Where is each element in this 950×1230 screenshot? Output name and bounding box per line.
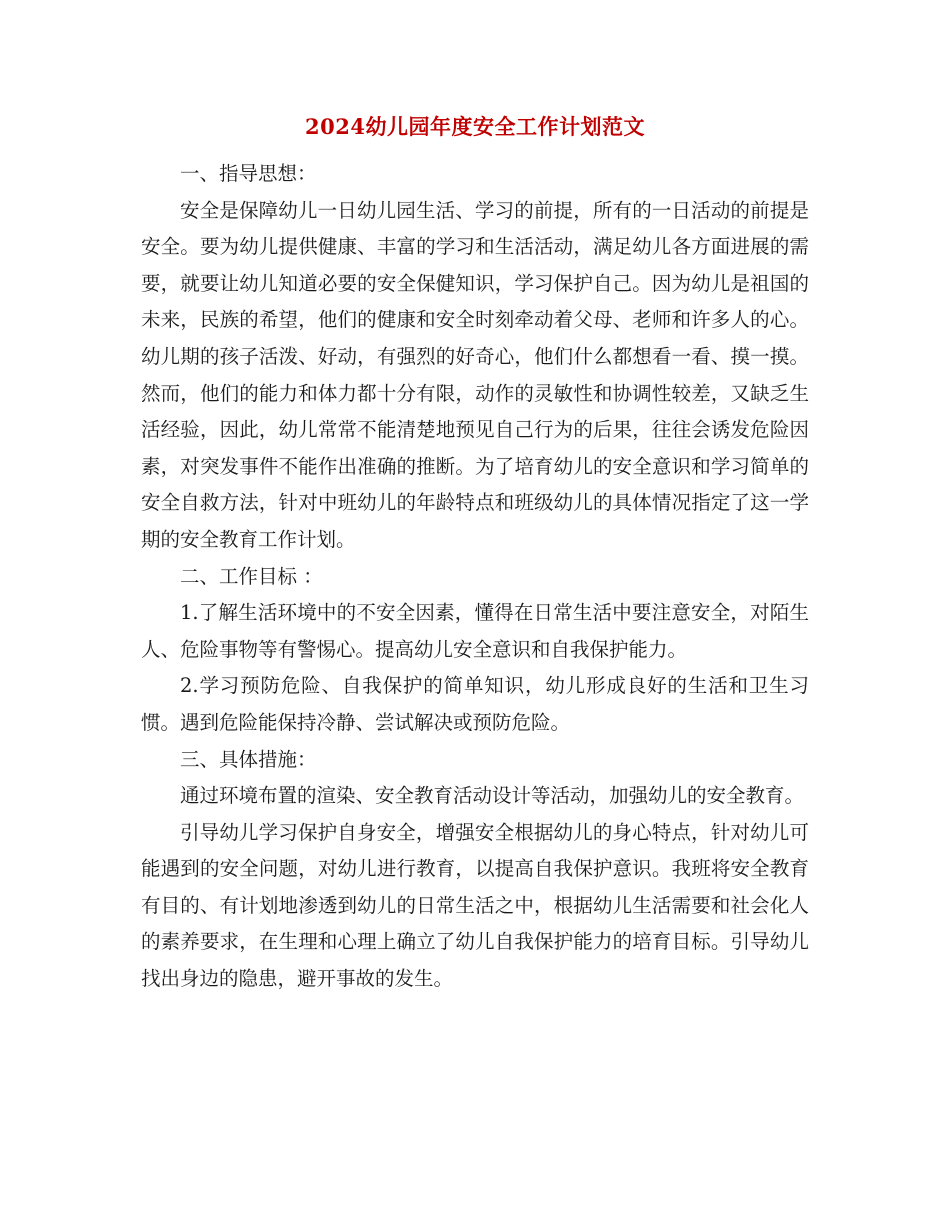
paragraph-goal-1: 1.了解生活环境中的不安全因素，懂得在日常生活中要注意安全，对陌生人、危险事物等有警惕心。提高幼儿安全意识和自我保护能力。 bbox=[141, 601, 809, 661]
paragraph-guiding-thought: 安全是保障幼儿一日幼儿园生活、学习的前提，所有的一日活动的前提是安全。要为幼儿提供健康、丰富的学习和生活活动，满足幼儿各方面进展的需要，就要让幼儿知道必要的安全保健知识，学习保护自己。因为幼儿是祖国的未来，民族的希望，他们的健康和安全时刻牵动着父母、老师和许多人的心。 幼儿期的孩子活泼、好动，有强烈的好奇心，他们什么都想看一看、摸一摸。然而，他们的能力和体力都十分有限，动作的灵敏性和协调性较差，又缺乏生活经验，因此，幼儿常常不能清楚地预见自己行为的后果，往往会诱发危险因素，对突发事件不能作出准确的推断。为了培育幼儿的安全意识和学习简单的安全自救方法，针对中班幼儿的年龄特点和班级幼儿的具体情况指定了这一学期的安全教育工作计划。 bbox=[141, 198, 809, 551]
document-body bbox=[141, 156, 809, 998]
section-heading-measures: 三、具体措施： bbox=[180, 747, 317, 771]
paragraph-goal-2: 2.学习预防危险、自我保护的简单知识，幼儿形成良好的生活和卫生习惯。遇到危险能保持冷静、尝试解决或预防危险。 bbox=[141, 674, 809, 734]
section-heading-work-goals: 二、工作目标 ： bbox=[180, 564, 323, 588]
document-title: 2024幼儿园年度安全工作计划范文 bbox=[305, 114, 645, 139]
paragraph-measure-1: 通过环境布置的渲染、安全教育活动设计等活动，加强幼儿的安全教育。 bbox=[180, 784, 805, 808]
paragraph-measure-2: 引导幼儿学习保护自身安全，增强安全根据幼儿的身心特点，针对幼儿可能遇到的安全问题，对幼儿进行教育，以提高自我保护意识。我班将安全教育有目的、有计划地渗透到幼儿的日常生活之中，根据幼儿生活需要和社会化人的素养要求，在生理和心理上确立了幼儿自我保护能力的培育目标。引导幼儿找出身边的隐患，避开事故的发生。 bbox=[141, 820, 809, 991]
section-heading-guiding-thought: 一、指导思想： bbox=[180, 162, 317, 185]
